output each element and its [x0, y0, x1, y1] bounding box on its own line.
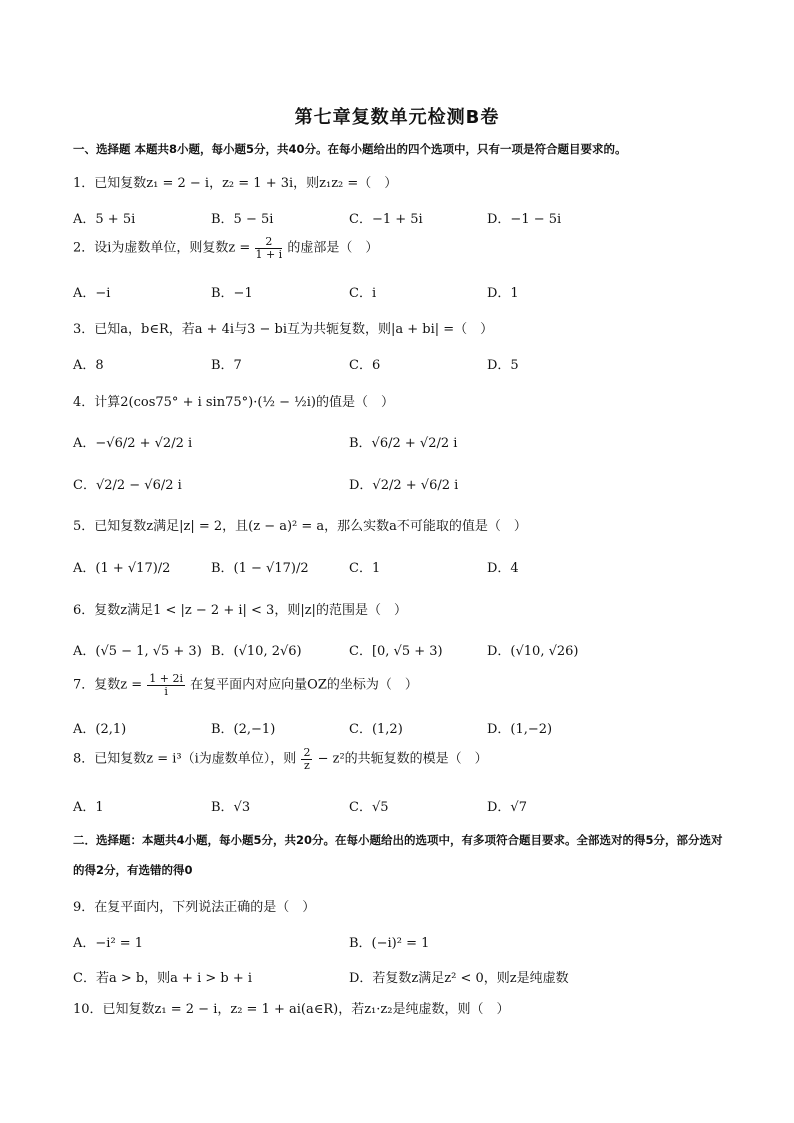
option-d: D．5	[487, 358, 519, 373]
section-1-instructions: 一、选择题 本题共8小题，每小题5分，共40分。在每小题给出的四个选项中，只有一项是符合题目要求的。	[73, 142, 627, 156]
fraction-numerator: 2	[303, 746, 311, 759]
option-a: A．(√5 − 1, √5 + 3)	[73, 644, 202, 659]
question-10: 10．已知复数z₁ = 2 − i，z₂ = 1 + ai(a∈R)，若z₁·z₂是纯虚数，则（ ）	[73, 1002, 510, 1017]
option-b: B．−1	[211, 286, 253, 301]
question-2	[73, 236, 378, 260]
option-c: C．若a > b，则a + i > b + i	[73, 971, 253, 986]
option-b: B．(√10, 2√6)	[211, 644, 302, 659]
question-7-text-a: 7．复数z =	[73, 677, 143, 693]
question-3: 3．已知a，b∈R，若a + 4i与3 − bi互为共轭复数，则|a + bi| =（ ）	[73, 322, 494, 337]
option-a: A．(2,1)	[73, 722, 127, 737]
fraction-denominator: 1 + i	[255, 247, 283, 261]
question-4: 4．计算2(cos75° + i sin75°)·(½ − ½i)的值是（ ）	[73, 395, 394, 410]
question-2-text-b: 的虚部是（ ）	[287, 240, 379, 256]
fraction-denominator: i	[164, 684, 168, 698]
option-d: D．√2/2 + √6/2 i	[349, 478, 459, 493]
option-d: D．1	[487, 286, 519, 301]
fraction	[147, 673, 185, 697]
fraction	[255, 236, 282, 260]
option-b: B．√3	[211, 800, 251, 815]
option-c: C．√5	[349, 800, 389, 815]
option-d: D．√7	[487, 800, 527, 815]
question-7-text-b: 在复平面内对应向量OZ的坐标为（ ）	[190, 677, 418, 693]
fraction-denominator: z	[304, 758, 310, 772]
option-d: D．−1 − 5i	[487, 212, 562, 227]
option-a: A．8	[73, 358, 104, 373]
option-b: B．√6/2 + √2/2 i	[349, 436, 458, 451]
option-d: D．4	[487, 561, 519, 576]
option-c: C．[0, √5 + 3)	[349, 644, 443, 659]
option-c: C．√2/2 − √6/2 i	[73, 478, 182, 493]
option-a: A．5 + 5i	[73, 212, 136, 227]
option-a: A．−i	[73, 286, 111, 301]
fraction-numerator: 2	[255, 236, 282, 249]
option-b: B．(−i)² = 1	[349, 936, 430, 951]
option-a: A．(1 + √17)/2	[73, 561, 171, 576]
option-d: D．(√10, √26)	[487, 644, 579, 659]
question-9: 9．在复平面内，下列说法正确的是（ ）	[73, 900, 316, 915]
option-b: B．5 − 5i	[211, 212, 274, 227]
option-a: A．−√6/2 + √2/2 i	[73, 436, 193, 451]
option-d: D．(1,−2)	[487, 722, 553, 737]
option-c: C．(1,2)	[349, 722, 403, 737]
option-d: D．若复数z满足z² < 0，则z是纯虚数	[349, 971, 569, 986]
fraction-numerator: 1 + 2i	[149, 672, 184, 685]
option-c: C．−1 + 5i	[349, 212, 423, 227]
question-7	[73, 673, 418, 697]
option-c: C．1	[349, 561, 381, 576]
question-5: 5．已知复数z满足|z| = 2，且(z − a)² = a，那么实数a不可能取的值是（ ）	[73, 519, 527, 534]
option-a: A．−i² = 1	[73, 936, 144, 951]
option-b: B．(2,−1)	[211, 722, 276, 737]
question-2-text-a: 2．设i为虚数单位，则复数z =	[73, 240, 251, 256]
question-8-text-b: − z²的共轭复数的模是（ ）	[317, 751, 488, 767]
fraction	[301, 747, 312, 771]
question-6: 6．复数z满足1 < |z − 2 + i| < 3，则|z|的范围是（ ）	[73, 603, 407, 618]
option-b: B．(1 − √17)/2	[211, 561, 309, 576]
question-8-text-a: 8．已知复数z = i³（i为虚数单位），则	[73, 751, 297, 767]
question-8	[73, 747, 488, 771]
option-c: C．6	[349, 358, 381, 373]
option-c: C．i	[349, 286, 377, 301]
page-title: 第七章复数单元检测B卷	[294, 107, 500, 128]
section-2-instructions: 二．选择题：本题共4小题，每小题5分，共20分。在每小题给出的选项中，有多项符合题目要求。全部选对的得5分，部分选对的得2分，有选错的得0	[73, 833, 723, 877]
question-1: 1．已知复数z₁ = 2 − i，z₂ = 1 + 3i，则z₁z₂ =（ ）	[73, 176, 398, 191]
option-a: A．1	[73, 800, 104, 815]
option-b: B．7	[211, 358, 242, 373]
